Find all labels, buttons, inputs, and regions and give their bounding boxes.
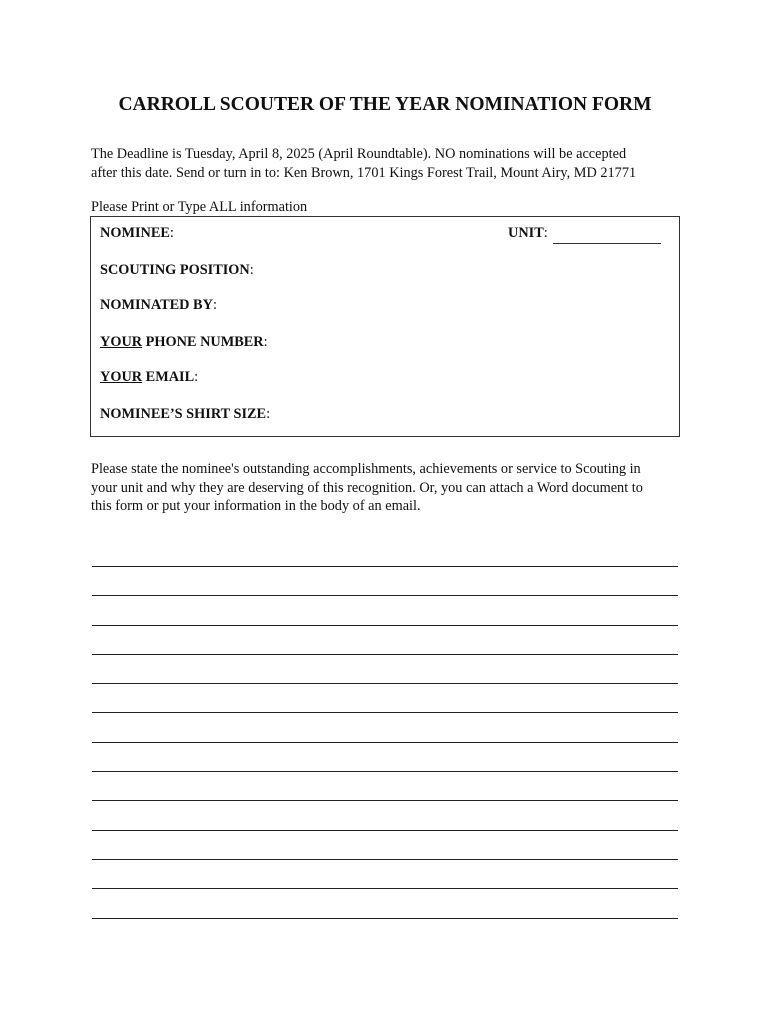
writing-line[interactable] [92, 712, 678, 741]
nominated-by-field[interactable] [100, 296, 217, 314]
colon: : [212, 297, 217, 313]
accomplishments-line-1: Please state the nominee's outstanding accomplishments, achievements or service to Scouting in [91, 461, 641, 477]
nominated-by-label: NOMINATED BY [100, 297, 213, 313]
writing-line[interactable] [92, 771, 678, 800]
your-emphasis: YOUR [100, 334, 143, 350]
accomplishments-line-3: this form or put your information in the body of an email. [91, 498, 421, 514]
colon: : [263, 334, 268, 350]
accomplishments-line-2: your unit and why they are deserving of this recognition. Or, you can attach a Word document to [91, 479, 643, 496]
response-writing-area[interactable] [92, 566, 678, 947]
writing-line[interactable] [92, 625, 678, 654]
unit-field[interactable] [508, 224, 661, 244]
colon: : [169, 225, 174, 241]
accomplishments-instructions [91, 460, 691, 516]
writing-line[interactable] [92, 654, 678, 683]
email-label: EMAIL [142, 369, 195, 385]
deadline-line-1: The Deadline is Tuesday, April 8, 2025 (April Roundtable). NO nominations will be accepted [91, 146, 627, 162]
writing-line[interactable] [92, 859, 678, 888]
writing-line[interactable] [92, 742, 678, 771]
email-field[interactable] [100, 368, 198, 386]
shirt-size-label: NOMINEE’S SHIRT SIZE [100, 406, 267, 422]
colon: : [249, 262, 254, 278]
phone-number-field[interactable] [100, 333, 268, 351]
writing-line[interactable] [92, 830, 678, 859]
phone-number-label: PHONE NUMBER [142, 334, 264, 350]
colon: : [266, 406, 271, 422]
scouting-position-label: SCOUTING POSITION [100, 262, 250, 278]
writing-line[interactable] [92, 683, 678, 712]
shirt-size-field[interactable] [100, 405, 270, 423]
your-emphasis: YOUR [100, 369, 143, 385]
form-title: CARROLL SCOUTER OF THE YEAR NOMINATION FORM [118, 94, 652, 115]
writing-line[interactable] [92, 566, 678, 595]
writing-line[interactable] [92, 800, 678, 829]
unit-label: UNIT [508, 225, 544, 241]
writing-line[interactable] [92, 595, 678, 624]
writing-line[interactable] [92, 888, 678, 917]
nominee-info-box [90, 216, 680, 437]
scouting-position-field[interactable] [100, 261, 254, 279]
print-instruction: Please Print or Type ALL information [91, 199, 308, 215]
writing-line[interactable] [92, 918, 678, 947]
nominee-label: NOMINEE [100, 225, 170, 241]
deadline-notice [91, 145, 691, 182]
colon: : [543, 225, 548, 241]
unit-blank-line[interactable] [553, 225, 661, 244]
nominee-field[interactable] [100, 224, 174, 242]
colon: : [194, 369, 199, 385]
deadline-line-2: after this date. Send or turn in to: Ken Brown, 1701 Kings Forest Trail, Mount Airy, MD 21771 [91, 164, 637, 181]
